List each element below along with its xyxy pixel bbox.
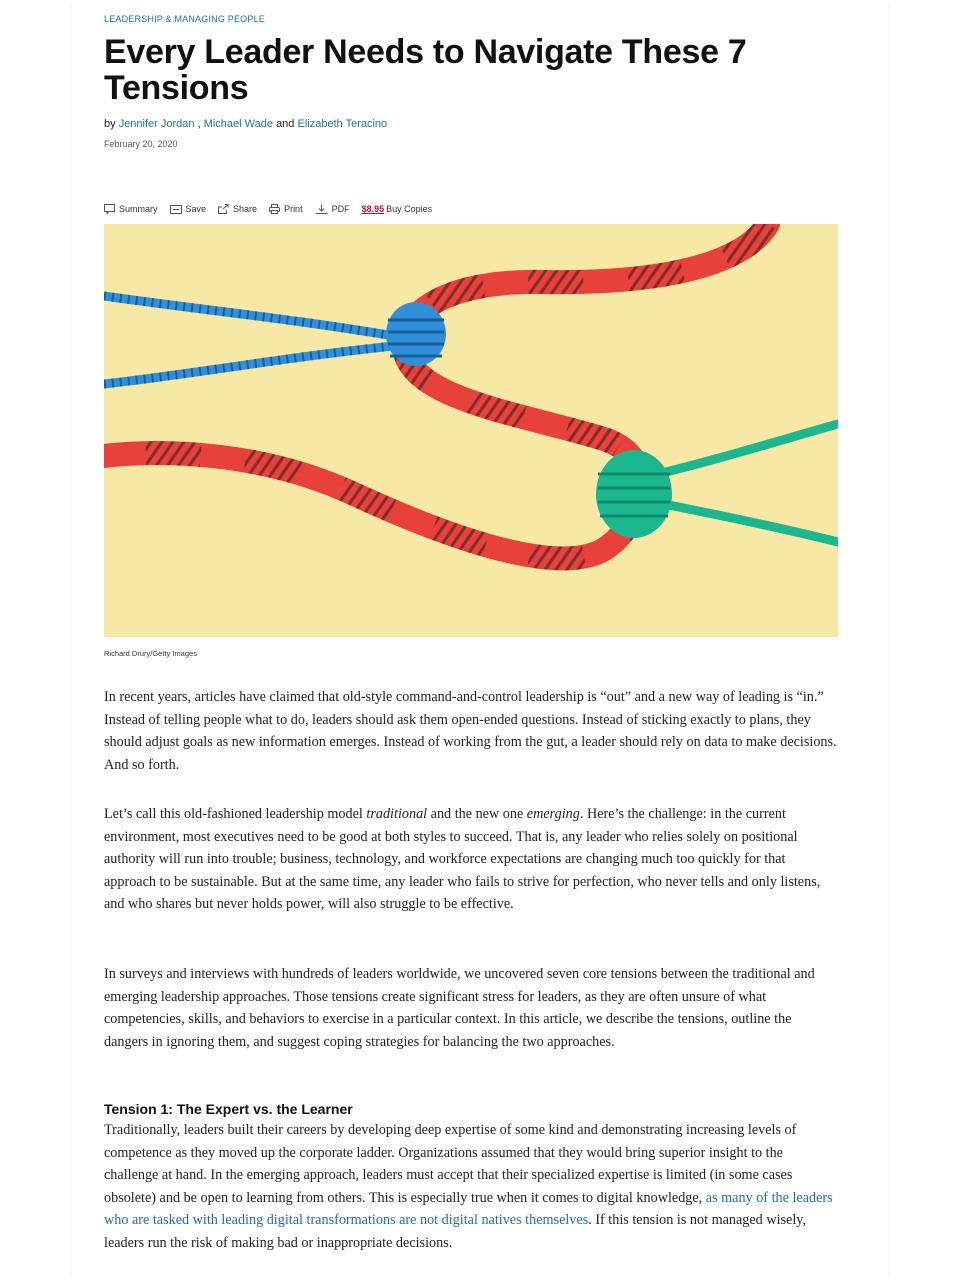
article-toolbar bbox=[104, 204, 444, 214]
buy-copies-label: Buy Copies bbox=[386, 204, 433, 214]
author-link-2[interactable]: Michael Wade bbox=[203, 118, 273, 130]
paragraph-2-text-a: Let’s call this old-fashioned leadership model bbox=[104, 806, 367, 822]
share-button[interactable] bbox=[218, 204, 257, 214]
ropes-knots-illustration bbox=[104, 224, 838, 637]
byline-and: and bbox=[276, 118, 295, 130]
save-icon bbox=[170, 205, 182, 214]
teal-knot bbox=[596, 450, 672, 538]
share-label: Share bbox=[233, 204, 258, 214]
print-label: Print bbox=[284, 204, 303, 214]
pdf-icon bbox=[315, 204, 328, 214]
print-button[interactable] bbox=[269, 204, 303, 214]
summary-button[interactable] bbox=[104, 204, 158, 214]
author-link-1[interactable]: Jennifer Jordan bbox=[118, 118, 195, 130]
paragraph-2-text-b: and the new one bbox=[427, 806, 527, 822]
emphasis-emerging: emerging bbox=[526, 806, 580, 822]
byline-prefix: by bbox=[104, 118, 116, 130]
buy-copies-button[interactable] bbox=[362, 204, 433, 214]
article-title: Every Leader Needs to Navigate These 7 Tensions bbox=[104, 33, 747, 107]
image-credit: Richard Drury/Getty Images bbox=[104, 649, 197, 658]
emphasis-traditional: traditional bbox=[366, 806, 428, 822]
paragraph-4-text-a: Traditionally, leaders built their careers by developing deep expertise of some kind and demonstrating increasing levels of competence as they moved up the corporate ladder. Organizations assumed that they would bring superior insight to the challenge at hand. In the emerging approach, leaders must accept that their specialized expertise is limited (in some cases obsolete) and be open to learning from others. This is especially true when it comes to digital knowledge, bbox=[104, 1122, 797, 1206]
inline-article-link[interactable]: as many of the leaders who are tasked with leading digital transformations are not digital natives themselves bbox=[104, 1189, 833, 1229]
paragraph-4 bbox=[104, 1119, 838, 1255]
blue-knot bbox=[386, 302, 446, 366]
byline-separator: , bbox=[197, 118, 201, 130]
paragraph-4-text-b: . If this tension is not managed wisely, leaders run the risk of making bad or inappropriate decisions. bbox=[104, 1212, 806, 1251]
paragraph-1: In recent years, articles have claimed that old-style command-and-control leadership is “out” and a new way of leading is “in.” Instead of telling people what to do, leaders should ask them open-ended questions. Instead of sticking exactly to plans, they should adjust goals as new information emerges. Instead of working from the gut, a leader should rely on data to make decisions. And so forth. bbox=[104, 689, 837, 773]
paragraph-3: In surveys and interviews with hundreds of leaders worldwide, we uncovered seven core tensions between the traditional and emerging leadership approaches. Those tensions create significant stress for leaders, as they are often unsure of what competencies, skills, and behaviors to exercise in a particular context. In this article, we describe the tensions, outline the dangers in ignoring them, and suggest coping strategies for balancing the two approaches. bbox=[104, 966, 815, 1050]
save-label: Save bbox=[185, 204, 207, 214]
hero-image bbox=[104, 224, 838, 637]
share-icon bbox=[218, 204, 229, 214]
publish-date: February 20, 2020 bbox=[104, 139, 178, 149]
save-button[interactable] bbox=[170, 204, 207, 214]
pdf-button[interactable] bbox=[315, 204, 350, 214]
summary-label: Summary bbox=[119, 204, 158, 214]
paragraph-2-text-c: . Here’s the challenge: in the current environment, most executives need to be good at both styles to succeed. That is, any leader who relies solely on positional authority will run into trouble; business, technology, and workforce expectations are changing much too quickly for that approach to be sustainable. But at the same time, any leader who fails to strive for perfection, who never tells and only listens, and who shares but never holds power, will also struggle to be effective. bbox=[104, 806, 821, 913]
print-icon bbox=[269, 204, 280, 214]
paragraph-2 bbox=[104, 803, 838, 916]
price-label: $8.95 bbox=[361, 204, 385, 214]
topic-link[interactable]: LEADERSHIP & MANAGING PEOPLE bbox=[104, 14, 265, 24]
article-page bbox=[72, 0, 888, 1280]
section-heading: Tension 1: The Expert vs. the Learner bbox=[104, 1101, 353, 1117]
author-link-3[interactable]: Elizabeth Teracino bbox=[297, 118, 388, 130]
byline bbox=[104, 118, 387, 130]
pdf-label: PDF bbox=[331, 204, 350, 214]
summary-icon bbox=[104, 204, 115, 214]
